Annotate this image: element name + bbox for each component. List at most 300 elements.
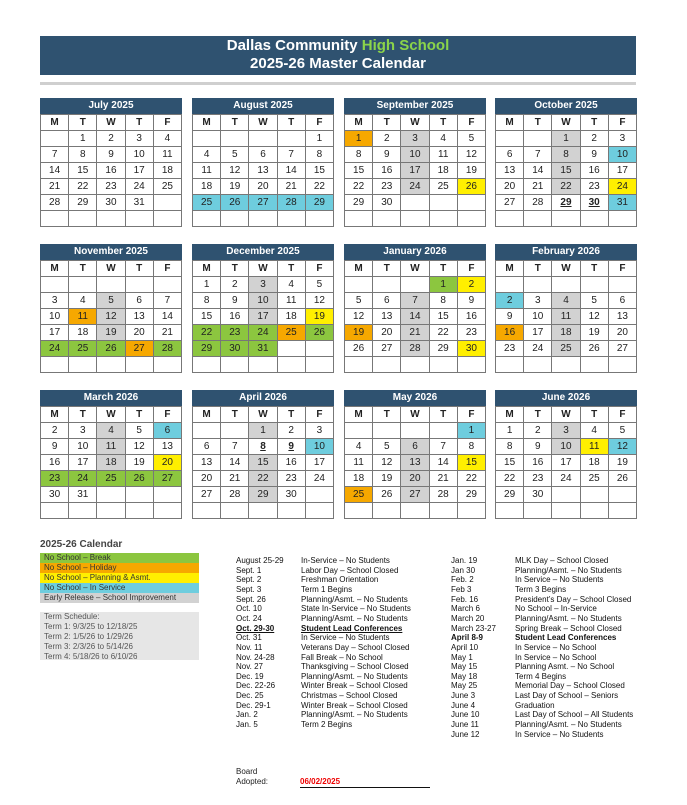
day-cell: 6 [496, 147, 524, 163]
event-date: Jan. 5 [236, 720, 258, 730]
day-cell [126, 357, 154, 373]
day-cell: 30 [41, 487, 69, 503]
day-cell: 8 [345, 147, 373, 163]
day-cell: 14 [278, 163, 306, 179]
day-cell [345, 277, 373, 293]
day-cell: 23 [524, 471, 552, 487]
day-cell: 24 [552, 471, 580, 487]
day-cell: 5 [97, 293, 125, 309]
day-cell: 2 [221, 277, 249, 293]
day-cell [278, 131, 306, 147]
day-cell: 1 [306, 131, 334, 147]
weekday-header: W [249, 407, 277, 423]
weekday-header: F [154, 407, 182, 423]
day-cell: 10 [552, 439, 580, 455]
event-date: Feb. 2 [451, 575, 474, 585]
event-description: Planning/Asmt. – No Students [515, 613, 622, 623]
day-cell: 21 [41, 179, 69, 195]
day-cell [278, 503, 306, 519]
weekday-header: T [69, 261, 97, 277]
weekday-header: M [193, 407, 221, 423]
day-cell: 3 [524, 293, 552, 309]
day-cell: 22 [345, 179, 373, 195]
day-cell [193, 131, 221, 147]
day-cell [41, 277, 69, 293]
weekday-header: W [552, 115, 580, 131]
day-cell: 27 [249, 195, 277, 211]
day-cell [154, 357, 182, 373]
weekday-header: T [581, 261, 609, 277]
event-description: Planning Asmt. – No School [515, 662, 615, 672]
day-cell: 8 [496, 439, 524, 455]
weekday-header: M [496, 115, 524, 131]
day-cell: 15 [496, 455, 524, 471]
day-cell: 21 [278, 179, 306, 195]
day-cell: 3 [249, 277, 277, 293]
day-cell: 17 [401, 163, 429, 179]
day-cell: 29 [458, 487, 486, 503]
month-day-grid [495, 406, 637, 519]
weekday-header: T [69, 115, 97, 131]
day-cell: 18 [97, 455, 125, 471]
day-cell: 7 [430, 439, 458, 455]
day-cell: 25 [581, 471, 609, 487]
day-cell: 26 [97, 341, 125, 357]
day-cell: 25 [552, 341, 580, 357]
day-cell: 5 [306, 277, 334, 293]
event-description: MLK Day – School Closed [515, 556, 609, 565]
day-cell: 12 [221, 163, 249, 179]
legend-early-release: Early Release – School Improvement [40, 593, 199, 603]
day-cell: 21 [221, 471, 249, 487]
day-cell: 12 [345, 309, 373, 325]
event-date: May 18 [451, 671, 478, 681]
month-title: July 2025 [40, 98, 182, 114]
day-cell: 14 [430, 455, 458, 471]
day-cell: 2 [41, 423, 69, 439]
event-date: March 20 [451, 613, 485, 623]
month-calendar [40, 244, 182, 373]
weekday-header: T [278, 407, 306, 423]
day-cell: 26 [221, 195, 249, 211]
day-cell: 10 [249, 293, 277, 309]
day-cell [401, 277, 429, 293]
day-cell [458, 211, 486, 227]
event-date: Oct. 29-30 [236, 623, 275, 633]
day-cell: 12 [581, 309, 609, 325]
day-cell [581, 487, 609, 503]
day-cell: 19 [306, 309, 334, 325]
day-cell: 17 [552, 455, 580, 471]
day-cell: 23 [581, 179, 609, 195]
day-cell [609, 277, 637, 293]
day-cell [69, 277, 97, 293]
day-cell: 24 [306, 471, 334, 487]
day-cell: 27 [373, 341, 401, 357]
day-cell: 12 [97, 309, 125, 325]
day-cell [401, 195, 429, 211]
day-cell: 3 [609, 131, 637, 147]
day-cell [306, 211, 334, 227]
day-cell [345, 357, 373, 373]
event-date: August 25-29 [236, 556, 284, 565]
weekday-header: T [278, 261, 306, 277]
month-title: May 2026 [344, 390, 486, 406]
day-cell: 10 [69, 439, 97, 455]
day-cell: 5 [373, 439, 401, 455]
event-date: Dec. 19 [236, 671, 264, 681]
month-calendar [40, 98, 182, 227]
day-cell: 9 [41, 439, 69, 455]
day-cell: 16 [278, 455, 306, 471]
day-cell: 20 [401, 471, 429, 487]
legend-inservice: No School – In Service [40, 583, 199, 593]
day-cell: 19 [581, 325, 609, 341]
month-calendar [495, 244, 637, 373]
event-date: June 12 [451, 729, 480, 739]
day-cell [496, 357, 524, 373]
event-description: Memorial Day – School Closed [515, 681, 625, 691]
day-cell: 5 [345, 293, 373, 309]
event-date: Oct. 10 [236, 604, 262, 614]
month-day-grid [40, 406, 182, 519]
month-title: June 2026 [495, 390, 637, 406]
weekday-header: M [41, 261, 69, 277]
day-cell [524, 277, 552, 293]
day-cell: 9 [97, 147, 125, 163]
day-cell [193, 423, 221, 439]
day-cell: 6 [249, 147, 277, 163]
day-cell: 19 [609, 455, 637, 471]
month-calendar [192, 390, 334, 519]
day-cell [126, 487, 154, 503]
event-description: Spring Break – School Closed [515, 623, 622, 633]
day-cell: 4 [193, 147, 221, 163]
day-cell: 7 [41, 147, 69, 163]
day-cell: 2 [496, 293, 524, 309]
day-cell [306, 341, 334, 357]
weekday-header: T [373, 261, 401, 277]
day-cell: 12 [373, 455, 401, 471]
event-date: Dec. 25 [236, 691, 264, 701]
day-cell: 1 [496, 423, 524, 439]
day-cell [154, 487, 182, 503]
month-day-grid [344, 114, 486, 227]
day-cell: 3 [401, 131, 429, 147]
day-cell: 18 [278, 309, 306, 325]
month-title: December 2025 [192, 244, 334, 260]
month-calendar [192, 244, 334, 373]
day-cell: 23 [41, 471, 69, 487]
month-calendar [40, 390, 182, 519]
weekday-header: F [306, 115, 334, 131]
day-cell: 22 [193, 325, 221, 341]
day-cell: 20 [496, 179, 524, 195]
day-cell [373, 503, 401, 519]
event-description: Planning/Asmt. – No Students [301, 710, 408, 720]
day-cell: 9 [373, 147, 401, 163]
event-description: President’s Day – School Closed [515, 594, 632, 604]
day-cell: 2 [373, 131, 401, 147]
day-cell: 12 [609, 439, 637, 455]
day-cell [609, 487, 637, 503]
day-cell: 23 [278, 471, 306, 487]
day-cell: 16 [458, 309, 486, 325]
weekday-header: F [609, 407, 637, 423]
day-cell: 18 [69, 325, 97, 341]
day-cell: 30 [221, 341, 249, 357]
day-cell [249, 503, 277, 519]
day-cell [552, 503, 580, 519]
weekday-header: F [306, 261, 334, 277]
day-cell: 18 [193, 179, 221, 195]
day-cell: 28 [41, 195, 69, 211]
day-cell [401, 423, 429, 439]
day-cell: 18 [430, 163, 458, 179]
event-date: May 15 [451, 662, 478, 672]
event-date: Nov. 27 [236, 662, 263, 672]
day-cell: 29 [430, 341, 458, 357]
day-cell: 11 [430, 147, 458, 163]
month-title: November 2025 [40, 244, 182, 260]
day-cell [401, 357, 429, 373]
term-item: Term 1: 9/3/25 to 12/18/25 [44, 622, 138, 631]
day-cell [278, 341, 306, 357]
day-cell: 20 [193, 471, 221, 487]
day-cell: 22 [430, 325, 458, 341]
event-date: Sept. 26 [236, 594, 266, 604]
event-description: In-Service – No Students [301, 556, 390, 565]
event-date: Oct. 31 [236, 633, 262, 643]
day-cell [249, 357, 277, 373]
day-cell: 8 [430, 293, 458, 309]
day-cell: 17 [69, 455, 97, 471]
day-cell: 5 [458, 131, 486, 147]
day-cell: 11 [69, 309, 97, 325]
day-cell [345, 211, 373, 227]
day-cell: 19 [373, 471, 401, 487]
day-cell [193, 211, 221, 227]
day-cell: 13 [609, 309, 637, 325]
day-cell: 28 [154, 341, 182, 357]
event-date: Dec. 29-1 [236, 700, 271, 710]
month-day-grid [344, 260, 486, 373]
day-cell: 5 [126, 423, 154, 439]
day-cell: 16 [496, 325, 524, 341]
day-cell [430, 357, 458, 373]
day-cell [401, 503, 429, 519]
event-description: Last Day of School – All Students [515, 710, 634, 720]
day-cell: 22 [458, 471, 486, 487]
day-cell: 9 [524, 439, 552, 455]
day-cell: 13 [496, 163, 524, 179]
weekday-header: F [306, 407, 334, 423]
month-calendar [344, 98, 486, 227]
day-cell [552, 357, 580, 373]
day-cell [154, 277, 182, 293]
day-cell: 11 [345, 455, 373, 471]
day-cell: 4 [69, 293, 97, 309]
day-cell: 11 [97, 439, 125, 455]
weekday-header: T [126, 407, 154, 423]
month-day-grid [40, 260, 182, 373]
day-cell: 22 [552, 179, 580, 195]
day-cell: 14 [524, 163, 552, 179]
day-cell: 24 [609, 179, 637, 195]
day-cell [154, 211, 182, 227]
event-description: In Service – No School [515, 652, 597, 662]
event-date: March 23-27 [451, 623, 496, 633]
day-cell [97, 503, 125, 519]
board-adoption [236, 767, 268, 787]
term-schedule [40, 612, 199, 660]
event-description: Planning/Asmt. – No Students [301, 594, 408, 604]
month-calendar [344, 244, 486, 373]
day-cell: 15 [458, 455, 486, 471]
day-cell [126, 277, 154, 293]
event-description: Student Lead Conferences [515, 633, 617, 643]
day-cell: 27 [401, 487, 429, 503]
day-cell: 30 [458, 341, 486, 357]
day-cell: 25 [430, 179, 458, 195]
event-date: June 11 [451, 720, 479, 730]
school-name: Dallas Community High School [226, 37, 450, 54]
event-date: Sept. 3 [236, 584, 262, 594]
event-description: Graduation [515, 700, 555, 710]
event-description: Christmas – School Closed [301, 691, 398, 701]
day-cell: 6 [373, 293, 401, 309]
day-cell: 25 [69, 341, 97, 357]
day-cell: 4 [552, 293, 580, 309]
month-title: October 2025 [495, 98, 637, 114]
day-cell: 23 [373, 179, 401, 195]
day-cell: 9 [278, 439, 306, 455]
day-cell: 15 [345, 163, 373, 179]
day-cell: 19 [126, 455, 154, 471]
day-cell: 4 [581, 423, 609, 439]
day-cell: 25 [278, 325, 306, 341]
day-cell: 8 [306, 147, 334, 163]
day-cell: 12 [458, 147, 486, 163]
day-cell [41, 357, 69, 373]
event-description: Term 1 Begins [301, 584, 353, 594]
day-cell: 18 [581, 455, 609, 471]
weekday-header: W [552, 261, 580, 277]
day-cell: 26 [373, 487, 401, 503]
weekday-header: T [524, 261, 552, 277]
day-cell: 2 [97, 131, 125, 147]
day-cell: 10 [126, 147, 154, 163]
day-cell: 7 [154, 293, 182, 309]
day-cell [496, 131, 524, 147]
day-cell: 4 [154, 131, 182, 147]
month-day-grid [192, 260, 334, 373]
day-cell: 28 [401, 341, 429, 357]
day-cell: 9 [581, 147, 609, 163]
day-cell: 8 [249, 439, 277, 455]
day-cell: 26 [306, 325, 334, 341]
weekday-header: M [345, 407, 373, 423]
day-cell: 21 [154, 325, 182, 341]
month-calendar [192, 98, 334, 227]
day-cell: 31 [609, 195, 637, 211]
event-date: Feb. 16 [451, 594, 479, 604]
weekday-header: T [524, 407, 552, 423]
event-description: Veterans Day – School Closed [301, 642, 410, 652]
event-date: Dec. 22-26 [236, 681, 276, 691]
month-title: February 2026 [495, 244, 637, 260]
day-cell: 6 [401, 439, 429, 455]
day-cell: 24 [69, 471, 97, 487]
event-description: No School – In-Service [515, 604, 597, 614]
day-cell: 8 [552, 147, 580, 163]
day-cell: 26 [581, 341, 609, 357]
day-cell: 8 [69, 147, 97, 163]
day-cell: 4 [345, 439, 373, 455]
event-description: In Service – No Students [515, 729, 604, 739]
day-cell: 14 [401, 309, 429, 325]
day-cell: 26 [458, 179, 486, 195]
day-cell: 18 [154, 163, 182, 179]
event-date: June 3 [451, 691, 476, 701]
day-cell: 20 [609, 325, 637, 341]
day-cell: 16 [524, 455, 552, 471]
event-date: Sept. 1 [236, 565, 262, 575]
day-cell: 27 [496, 195, 524, 211]
day-cell: 7 [401, 293, 429, 309]
event-description: Planning/Asmt. – No Students [301, 671, 408, 681]
day-cell: 28 [524, 195, 552, 211]
day-cell [430, 195, 458, 211]
day-cell: 23 [496, 341, 524, 357]
day-cell [221, 503, 249, 519]
day-cell: 11 [278, 293, 306, 309]
weekday-header: T [126, 261, 154, 277]
weekday-header: T [373, 407, 401, 423]
day-cell: 24 [401, 179, 429, 195]
month-title: March 2026 [40, 390, 182, 406]
weekday-header: W [97, 115, 125, 131]
day-cell: 10 [609, 147, 637, 163]
weekday-header: F [458, 115, 486, 131]
day-cell [278, 357, 306, 373]
day-cell: 2 [581, 131, 609, 147]
day-cell [69, 357, 97, 373]
day-cell: 1 [552, 131, 580, 147]
day-cell: 18 [552, 325, 580, 341]
weekday-header: F [458, 407, 486, 423]
day-cell: 15 [193, 309, 221, 325]
day-cell: 5 [581, 293, 609, 309]
event-date: Nov. 24-28 [236, 652, 275, 662]
weekday-header: W [249, 261, 277, 277]
day-cell: 19 [97, 325, 125, 341]
event-date: April 8-9 [451, 633, 484, 643]
term-item: Term 4: 5/18/26 to 6/10/26 [44, 652, 138, 661]
day-cell [154, 503, 182, 519]
event-date: Jan. 2 [236, 710, 258, 720]
day-cell: 11 [581, 439, 609, 455]
day-cell: 7 [221, 439, 249, 455]
weekday-header: T [373, 115, 401, 131]
event-description: Winter Break – School Closed [301, 681, 408, 691]
day-cell: 31 [249, 341, 277, 357]
day-cell [401, 211, 429, 227]
day-cell [609, 503, 637, 519]
day-cell: 25 [97, 471, 125, 487]
day-cell: 6 [154, 423, 182, 439]
day-cell [430, 423, 458, 439]
